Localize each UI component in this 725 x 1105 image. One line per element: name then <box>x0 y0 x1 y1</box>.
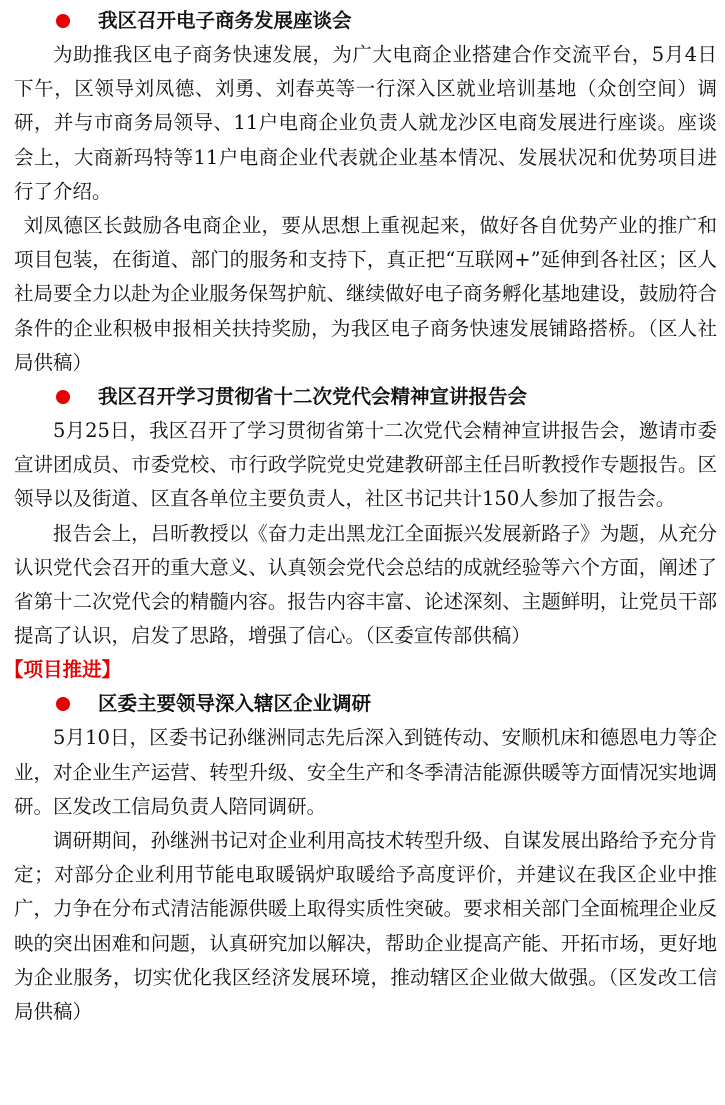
article-2-paragraph-2: 报告会上，吕昕教授以《奋力走出黑龙江全面振兴发展新路子》为题，从充分认识党代会召开的重大意义、认真领会党代会总结的成就经验等六个方面，阐述了省第十二次党代会的精髓内容。报告内容丰富、论述深刻、主题鲜明，让党员干部提高了认识，启发了思路，增强了信心。（区委宣传部供稿） <box>14 521 717 648</box>
article-1-paragraph-1: 为助推我区电子商务快速发展，为广大电商企业搭建合作交流平台，5月4日下午，区领导刘凤德、刘勇、刘春英等一行深入区就业培训基地（众创空间）调研，并与市商务局领导、11户电商企业负责人就龙沙区电商发展进行座谈。座谈会上，大商新玛特等11户电商企业代表就企业基本情况、发展状况和优势项目进行了介绍。 <box>14 43 717 203</box>
article-2-paragraph-1: 5月25日，我区召开了学习贯彻省第十二次党代会精神宣讲报告会，邀请市委宣讲团成员、市委党校、市行政学院党史党建教研部主任吕昕教授作专题报告。区领导以及街道、区直各单位主要负责人，社区书记共计150人参加了报告会。 <box>14 419 717 511</box>
article-1-title: 我区召开电子商务发展座谈会 <box>98 9 352 32</box>
section-label-project-progress: 【项目推进】 <box>4 658 122 682</box>
article-3-heading <box>14 687 717 721</box>
red-bullet-icon <box>56 697 70 711</box>
article-2-title: 我区召开学习贯彻省十二次党代会精神宣讲报告会 <box>98 385 528 409</box>
article-3-paragraph-1: 5月10日，区委书记孙继洲同志先后深入到链传动、安顺机床和德恩电力等企业，对企业生产运营、转型升级、安全生产和冬季清洁能源供暖等方面情况实地调研。区发改工信局负责人陪同调研。 <box>14 726 717 818</box>
article-3-paragraph-2: 调研期间，孙继洲书记对企业利用高技术转型升级、自谋发展出路给予充分肯定；对部分企业利用节能电取暖锅炉取暖给予高度评价，并建议在我区企业中推广，力争在分布式清洁能源供暖上取得实质性突破。要求相关部门全面梳理企业反映的突出困难和问题，认真研究加以解决，帮助企业提高产能、开拓市场，更好地为企业服务，切实优化我区经济发展环境，推动辖区企业做大做强。（区发改工信局供稿） <box>14 829 717 1024</box>
red-bullet-icon <box>56 390 70 404</box>
red-bullet-icon <box>56 14 70 28</box>
article-1-heading <box>14 4 717 38</box>
article-1-paragraph-2: 刘凤德区长鼓励各电商企业，要从思想上重视起来，做好各自优势产业的推广和项目包装，在街道、部门的服务和支持下，真正把“互联网+”延伸到各社区；区人社局要全力以赴为企业服务保驾护航、继续做好电子商务孵化基地建设，鼓励符合条件的企业积极申报相关扶持奖励，为我区电子商务快速发展铺路搭桥。（区人社局供稿） <box>14 214 717 374</box>
article-3-title: 区委主要领导深入辖区企业调研 <box>98 692 372 716</box>
article-2-heading <box>14 380 717 414</box>
